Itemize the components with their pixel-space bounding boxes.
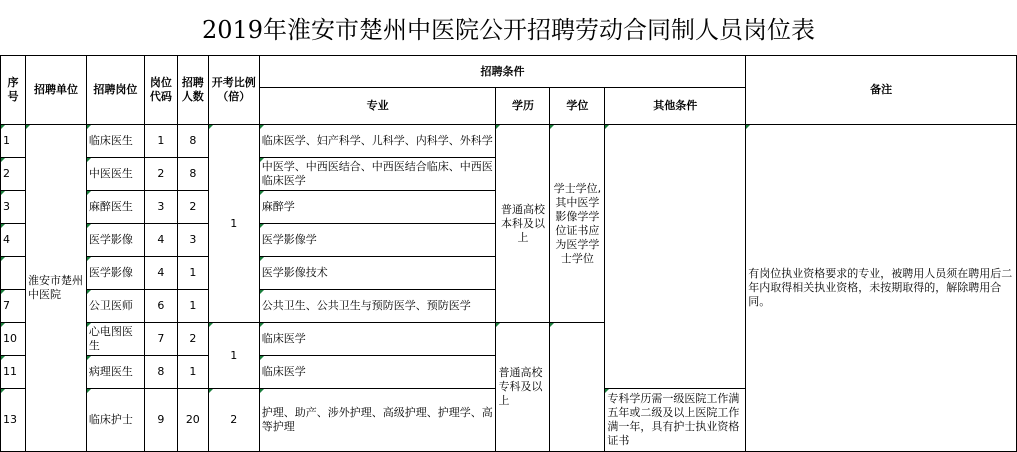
row-code: 3	[144, 191, 177, 224]
row-seq: 2	[1, 158, 26, 191]
row-post: 临床医生	[86, 125, 144, 158]
row-count: 3	[177, 224, 208, 257]
row-count: 20	[177, 389, 208, 452]
header-other: 其他条件	[605, 88, 746, 125]
page-title: 2019年淮安市楚州中医院公开招聘劳动合同制人员岗位表	[201, 16, 816, 44]
row-major: 临床医学	[259, 323, 496, 356]
row-seq	[1, 257, 26, 290]
header-seq: 序号	[1, 56, 26, 125]
row-major: 公共卫生、公共卫生与预防医学、预防医学	[259, 290, 496, 323]
row-post: 心电图医生	[86, 323, 144, 356]
row-count: 1	[177, 356, 208, 389]
row-post: 医学影像	[86, 257, 144, 290]
row-count: 8	[177, 158, 208, 191]
other-conditions-nurse: 专科学历需一级医院工作满五年或二级及以上医院工作满一年，具有护士执业资格证书	[605, 389, 746, 452]
remarks-text: 有岗位执业资格要求的专业，被聘用人员须在聘用后二年内取得相关执业资格，未按期取得的，解除聘用合同。	[746, 125, 1017, 452]
row-code: 2	[144, 158, 177, 191]
row-seq: 13	[1, 389, 26, 452]
row-count: 1	[177, 290, 208, 323]
row-code: 9	[144, 389, 177, 452]
header-remarks: 备注	[746, 56, 1017, 125]
row-seq: 7	[1, 290, 26, 323]
row-major: 中医学、中西医结合、中西医结合临床、中西医临床医学	[259, 158, 496, 191]
row-major: 医学影像技术	[259, 257, 496, 290]
row-code: 4	[144, 224, 177, 257]
other-conditions-blank	[605, 125, 746, 389]
header-ratio: 开考比例（倍）	[208, 56, 259, 125]
ratio-group-1: 1	[208, 125, 259, 323]
positions-table	[0, 55, 1017, 452]
ratio-group-2: 1	[208, 323, 259, 389]
row-post: 公卫医师	[86, 290, 144, 323]
row-code: 1	[144, 125, 177, 158]
header-degree: 学位	[550, 88, 605, 125]
header-conditions: 招聘条件	[259, 56, 745, 88]
degree-blank	[550, 323, 605, 452]
header-unit: 招聘单位	[25, 56, 86, 125]
row-major: 医学影像学	[259, 224, 496, 257]
ratio-group-3: 2	[208, 389, 259, 452]
row-code: 4	[144, 257, 177, 290]
row-count: 2	[177, 323, 208, 356]
header-post: 招聘岗位	[86, 56, 144, 125]
row-post: 病理医生	[86, 356, 144, 389]
header-education: 学历	[496, 88, 550, 125]
row-count: 2	[177, 191, 208, 224]
row-post: 中医医生	[86, 158, 144, 191]
header-code: 岗位代码	[144, 56, 177, 125]
row-post: 麻醉医生	[86, 191, 144, 224]
degree-requirement: 学士学位,其中医学影像学学位证书应为医学学士学位	[550, 125, 605, 323]
row-code: 8	[144, 356, 177, 389]
row-post: 临床护士	[86, 389, 144, 452]
row-seq: 1	[1, 125, 26, 158]
unit-name: 淮安市楚州中医院	[25, 125, 86, 452]
row-major: 麻醉学	[259, 191, 496, 224]
header-count: 招聘人数	[177, 56, 208, 125]
header-major: 专业	[259, 88, 496, 125]
row-major: 临床医学、妇产科学、儿科学、内科学、外科学	[259, 125, 496, 158]
row-count: 8	[177, 125, 208, 158]
row-major: 护理、助产、涉外护理、高级护理、护理学、高等护理	[259, 389, 496, 452]
row-seq: 3	[1, 191, 26, 224]
education-group-1: 普通高校本科及以上	[496, 125, 550, 323]
row-seq: 4	[1, 224, 26, 257]
table-row	[1, 125, 1017, 158]
row-code: 6	[144, 290, 177, 323]
row-code: 7	[144, 323, 177, 356]
row-seq: 11	[1, 356, 26, 389]
row-post: 医学影像	[86, 224, 144, 257]
row-count: 1	[177, 257, 208, 290]
row-major: 临床医学	[259, 356, 496, 389]
row-seq: 10	[1, 323, 26, 356]
education-group-2: 普通高校专科及以上	[496, 323, 550, 452]
